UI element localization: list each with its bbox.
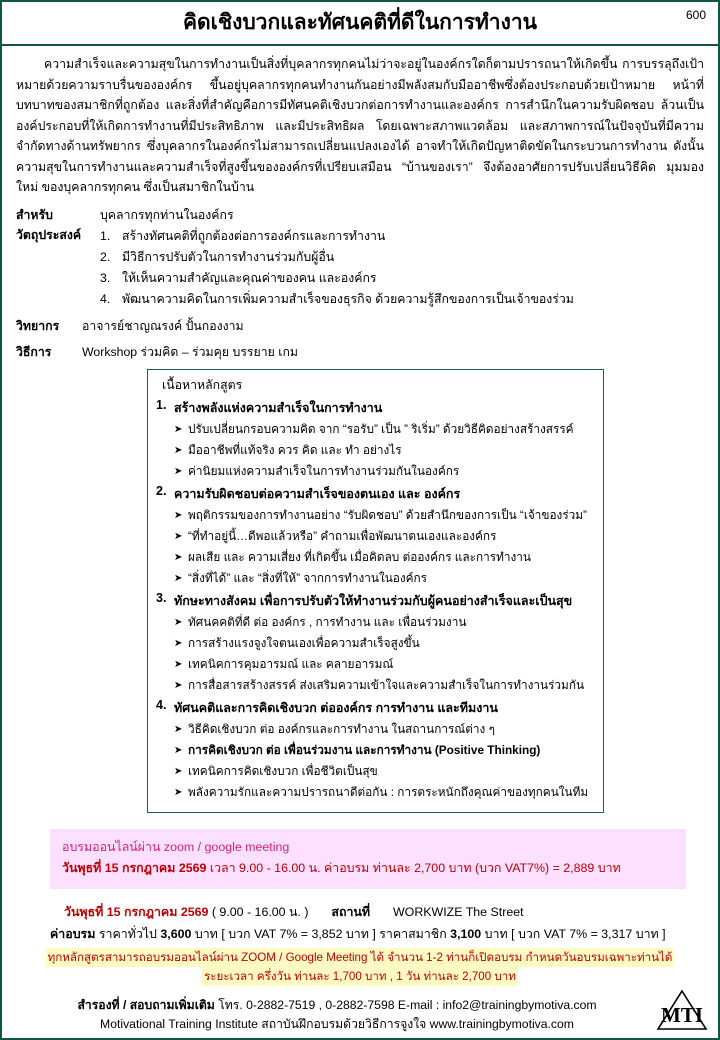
course-content-title: เนื้อหาหลักสูตร [162,377,243,392]
topic-subitem [174,761,595,782]
topic-subitem [174,440,595,461]
course-topic [156,484,595,504]
footer-contact-line [16,996,704,1015]
mti-logo [656,988,708,1032]
online-training-details [62,857,674,879]
schedule-time: ( 9.00 - 16.00 น. ) [211,904,309,919]
objectives-row [16,226,704,310]
footer-contact-label: สำรองที่ / สอบถามเพิ่มเติม [77,998,215,1012]
arrow-icon: ➤ [174,530,183,542]
subitem-text: ปรับเปลี่ยนกรอบความคิด จาก “รอรับ” เป็น ” ริเริ่ม” ด้วยวิธีคิดอย่างสร้างสรรค์ [188,421,574,436]
objective-number: 1. [100,228,111,243]
online-training-date: วันพุธที่ 15 กรกฎาคม 2569 [62,860,207,875]
speaker-row [16,317,704,336]
audience-row [16,206,704,225]
topic-subitem [174,505,595,526]
footer-contact-value: โทร. 0-2882-7519 , 0-2882-7598 E-mail : info2@trainingbymotiva.com [218,998,597,1012]
subitem-text: “ที่ทำอยู่นี้…ดีพอแล้วหรือ” คำถามเพื่อพัฒนาตนเองและองค์กร [188,528,497,543]
intro-paragraph: ความสำเร็จและความสุขในการทำงานเป็นสิ่งที่บุคลากรทุกคนไม่ว่าจะอยู่ในองค์กรใดก็ตามปรารถนาให้เกิดขึ้น การบรรลุถึงเป้าหมายด้วยความราบรื่นขององค์กร ขึ้นอยู่บุคลากรทุกคนทำงานกันอย่างมีพลังสมกับมืออาชีพซึ่งต้องประกอบด้วยเป้าหมาย หน้าที่ บทบาทของสมาชิกที่ถูกต้อง และสิ่งที่สำคัญคือการมีทัศนคติเชิงบวกต่อการทำงานและองค์กร การสำนึกในความรับผิดชอบ ล้วนเป็นองค์ประกอบที่ให้เกิดการทำงานที่มีประสิทธิภาพ และมีประสิทธิผล โดยเฉพาะสภาพแวดล้อม และสภาพการณ์ในปัจจุบันที่มีความจำกัดทางด้านทรัพยากร ซึ่งบุคลากรในองค์กรไม่สามารถเปลี่ยนแปลงเองได้ อาจทำให้เกิดปัญหาติดขัดในกระบวนการทำงาน ดังนั้นความสุขในการทำงานและความสำเร็จที่สูงขึ้นขององค์กรที่เปรียบเสมือน “บ้านของเรา” จึงต้องอาศัยการปรับเปลี่ยนวิธีคิด มุมมองใหม่ ของบุคลากรทุกคน ซึ่งเป็นสมาชิกในบ้าน [16,57,704,194]
topic-subitem [174,654,595,675]
list-item [100,226,704,247]
member-price-unit: บาท [484,926,508,941]
arrow-icon: ➤ [174,679,183,691]
highlight-line-1: ทุกหลักสูตรสามารถอบรมออนไลน์ผ่าน ZOOM / Google Meeting ได้ จำนวน 1-2 ท่านก็เปิดอบรม กำหนดวันอบรมเฉพาะท่านได้ [46,948,675,967]
arrow-icon: ➤ [174,765,183,777]
topic-title: ทัศนคติและการคิดเชิงบวก ต่อองค์กร การทำงาน และทีมงาน [174,700,498,715]
topic-title: ทักษะทางสังคม เพื่อการปรับตัวให้ทำงานร่วมกับผู้คนอย่างสำเร็จและเป็นสุข [174,593,573,608]
subitem-text: มืออาชีพที่แท้จริง ควร คิด และ ทำ อย่างไร [188,442,402,457]
online-training-box [50,829,686,889]
subitem-text: เทคนิคการคุมอารมณ์ และ คลายอารมณ์ [188,656,394,671]
course-topic [156,591,595,611]
topic-subitem [174,612,595,633]
objective-number: 2. [100,249,111,264]
highlight-line-2: ระยะเวลา ครึ่งวัน ท่านละ 1,700 บาท , 1 วัน ท่านละ 2,700 บาท [202,967,518,986]
objective-text: พัฒนาความคิดในการเพิ่มความสำเร็จของธุรกิจ ด้วยความรู้สึกของการเป็นเจ้าของร่วม [122,291,574,306]
arrow-icon: ➤ [174,723,183,735]
method-row [16,343,704,362]
objective-text: มีวิธีการปรับตัวในการทำงานร่วมกับผู้อื่น [122,249,335,264]
arrow-icon: ➤ [174,509,183,521]
arrow-icon: ➤ [174,616,183,628]
course-topic [156,698,595,718]
objectives-list [100,226,704,310]
topic-subitem [174,740,595,761]
general-price-label: ราคาทั่วไป [98,926,157,941]
topic-subitem [174,719,595,740]
course-topic [156,398,595,418]
venue-value: WORKWIZE The Street [392,904,524,919]
schedule-row [64,901,704,923]
online-training-title: อบรมออนไลน์ผ่าน zoom / google meeting [62,839,290,854]
page-number: 600 [685,8,706,22]
subitem-text: การสื่อสารสร้างสรรค์ ส่งเสริมความเข้าใจและความสำเร็จในการทำงานร่วมกัน [188,677,585,692]
svg-text:MTI: MTI [661,1003,703,1027]
general-price-unit: บาท [194,926,218,941]
arrow-icon: ➤ [174,637,183,649]
member-price-label: ราคาสมาชิก [379,926,447,941]
topic-number: 2. [156,483,167,498]
audience-label: สำหรับ [16,207,53,222]
arrow-icon: ➤ [174,744,183,756]
page-content [2,46,718,986]
subitem-text: พลังความรักและความปรารถนาดีต่อกัน : การตระหนักถึงคุณค่าของทุกคนในทีม [188,784,589,799]
subitem-text: ทัศนคคติที่ดี ต่อ องค์กร , การทำงาน และ เพื่อนร่วมงาน [188,614,467,629]
objective-text: สร้างทัศนคติที่ถูกต้องต่อการองค์กรและการทำงาน [122,228,386,243]
method-label: วิธีการ [16,344,52,359]
page-title: คิดเชิงบวกและทัศนคติที่ดีในการทำงาน [182,11,538,34]
subitem-text: การสร้างแรงจูงใจตนเองเพื่อความสำเร็จสูงขึ้น [188,635,420,650]
arrow-icon: ➤ [174,658,183,670]
topic-subitem [174,547,595,568]
fee-label: ค่าอบรม [50,926,96,941]
general-price-amount: 3,600 [160,926,192,941]
arrow-icon: ➤ [174,423,183,435]
topic-subitem [174,461,595,482]
list-item [100,268,704,289]
topic-subitem [174,526,595,547]
subitem-text: ค่านิยมแห่งความสำเร็จในการทำงานร่วมกันในองค์กร [188,463,460,478]
objectives-label: วัตถุประสงค์ [16,227,82,242]
topic-number: 3. [156,590,167,605]
objective-text: ให้เห็นความสำคัญและคุณค่าของคน และองค์กร [122,270,377,285]
subitem-text: ผลเสีย และ ความเสี่ยง ที่เกิดขึ้น เมื่อคิดลบ ต่อองค์กร และการทำงาน [188,549,531,564]
general-price-vat: [ บวก VAT 7% = 3,852 บาท ] [221,926,376,941]
topic-subitem [174,675,595,696]
arrow-icon: ➤ [174,786,183,798]
arrow-icon: ➤ [174,465,183,477]
arrow-icon: ➤ [174,551,183,563]
topic-subitem [174,419,595,440]
footer-institute-line: Motivational Training Institute สถาบันฝึกอบรมด้วยวิธีการจูงใจ www.trainingbymotiva.com [100,1017,574,1031]
objective-number: 3. [100,270,111,285]
arrow-icon: ➤ [174,444,183,456]
topic-number: 1. [156,397,167,412]
schedule-date: วันพุธที่ 15 กรกฎาคม 2569 [64,904,209,919]
topic-title: ความรับผิดชอบต่อความสำเร็จของตนเอง และ องค์กร [174,486,461,501]
subitem-text: การคิดเชิงบวก ต่อ เพื่อนร่วมงาน และการทำงาน (Positive Thinking) [188,742,541,757]
subitem-text: วิธีคิดเชิงบวก ต่อ องค์กรและการทำงาน ในสถานการณ์ต่าง ๆ [188,721,495,736]
speaker-label: วิทยากร [16,318,60,333]
topic-subitem [174,633,595,654]
topic-number: 4. [156,697,167,712]
list-item [100,247,704,268]
online-training-time-fee: เวลา 9.00 - 16.00 น. ค่าอบรม ท่านละ 2,700 บาท (บวก VAT7%) = 2,889 บาท [209,860,621,875]
page-header [2,2,718,46]
subitem-text: พฤติกรรมของการทำงานอย่าง “รับผิดชอบ” ด้วยสำนึกของการเป็น “เจ้าของร่วม” [188,507,587,522]
highlight-notice [16,948,704,986]
venue-label: สถานที่ [331,904,371,919]
pricing-row [50,923,704,945]
subitem-text: “สิ่งที่ได้” และ “สิ่งที่ให้” จากการทำงานในองค์กร [188,570,427,585]
member-price-vat: [ บวก VAT 7% = 3,317 บาท ] [511,926,666,941]
audience-value: บุคลากรทุกท่านในองค์กร [100,207,234,222]
speaker-value: อาจารย์ชาญณรงค์ ปั้นกองงาม [82,318,244,333]
topic-subitem [174,782,595,803]
arrow-icon: ➤ [174,572,183,584]
page-footer [2,996,718,1034]
topic-title: สร้างพลังแห่งความสำเร็จในการทำงาน [174,400,383,415]
objective-number: 4. [100,291,111,306]
course-content-box [147,369,604,813]
topic-subitem [174,568,595,589]
list-item [100,289,704,310]
member-price-amount: 3,100 [450,926,482,941]
subitem-text: เทคนิคการคิดเชิงบวก เพื่อชีวิตเป็นสุข [188,763,378,778]
method-value: Workshop ร่วมคิด – ร่วมคุย บรรยาย เกม [82,344,299,359]
